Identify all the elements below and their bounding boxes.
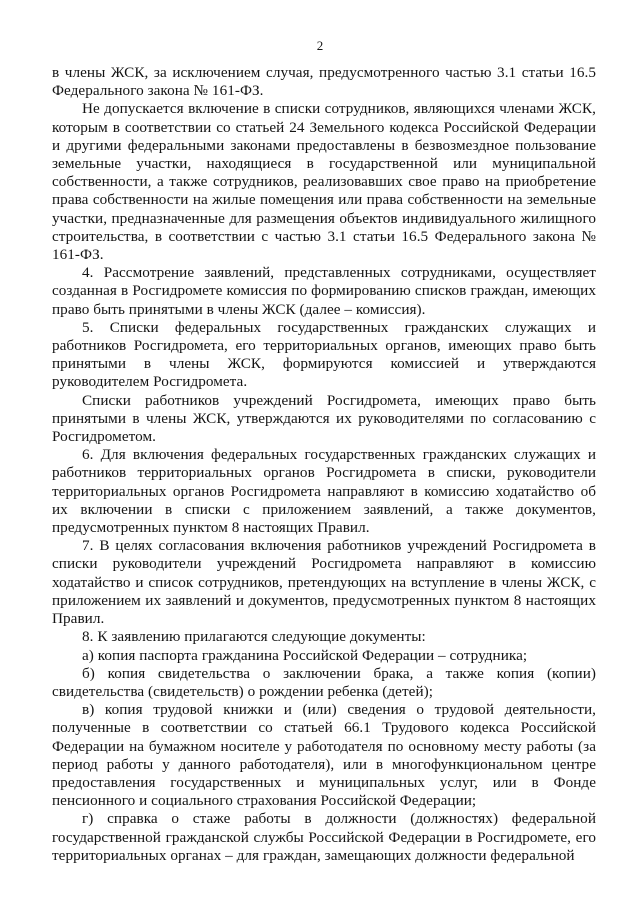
list-item-a: а) копия паспорта гражданина Российской Федерации – сотрудника; — [82, 646, 528, 664]
list-item-g: г) справка о стаже работы в должности (должностях) федеральной государственной гражданской службы Российской Федерации в Росгидромете, его территориальных органах – для граждан, замещающих должности федеральной — [52, 810, 596, 864]
paragraph-item-7: 7. В целях согласования включения работников учреждений Росгидромета в списки руководители учреждений Росгидромета направляют в комиссию ходатайство и список сотрудников, претендующих на вступление в члены ЖСК, с приложением их заявлений и документов, предусмотренных пунктом 8 настоящих Правил. — [52, 537, 596, 628]
list-item-v: в) копия трудовой книжки и (или) сведения о трудовой деятельности, полученные в соответствии со статьей 66.1 Трудового кодекса Российской Федерации на бумажном носителе у работодателя по основному месту работы (за период работы у данного работодателя), или в многофункциональном центре предоставления государственных и муниципальных услуг, или в Фонде пенсионного и социального страхования Российской Федерации; — [52, 701, 596, 810]
paragraph-item-5: 5. Списки федеральных государственных гражданских служащих и работников Росгидромета, его территориальных органов, имеющих право быть принятыми в члены ЖСК, формируются комиссией и утверждаются руководителем Росгидромета. — [52, 318, 596, 391]
paragraph-continuation: в члены ЖСК, за исключением случая, предусмотренного частью 3.1 статьи 16.5 Федерального закона № 161-ФЗ. — [52, 64, 596, 100]
paragraph-exclusion-rule: Не допускается включение в списки сотрудников, являющихся членами ЖСК, которым в соответствии со статьей 24 Земельного кодекса Российской Федерации и другими федеральными законами предоставлены в безвозмездное пользование земельные участки, находящиеся в государственной или муниципальной собственности, а также сотрудников, реализовавших свое право на приобретение права собственности на жилые помещения или права собственности на земельные участки, предназначенные для размещения объектов индивидуального жилищного строительства, в соответствии с частью 3.1 статьи 16.5 Федерального закона № 161-ФЗ. — [52, 100, 596, 264]
paragraph-item-4: 4. Рассмотрение заявлений, представленных сотрудниками, осуществляет созданная в Росгидромете комиссия по формированию списков граждан, имеющих право быть принятыми в члены ЖСК (далее – комиссия). — [52, 264, 596, 318]
paragraph-item-6: 6. Для включения федеральных государственных гражданских служащих и работников территориальных органов Росгидромета в списки, руководители территориальных органов Росгидромета направляют в комиссию ходатайство об их включении в списки с приложением заявлений, а также документов, предусмотренных пунктом 8 настоящих Правил. — [52, 446, 596, 537]
document-body — [52, 64, 596, 865]
paragraph-item-5-institutions: Списки работников учреждений Росгидромета, имеющих право быть принятыми в члены ЖСК, утверждаются их руководителями по согласованию с Росгидрометом. — [52, 391, 596, 446]
list-item-b: б) копия свидетельства о заключении брака, а также копия (копии) свидетельства (свидетельств) о рождении ребенка (детей); — [52, 664, 596, 700]
page-number: 2 — [316, 38, 324, 53]
paragraph-item-8: 8. К заявлению прилагаются следующие документы: — [82, 628, 426, 646]
